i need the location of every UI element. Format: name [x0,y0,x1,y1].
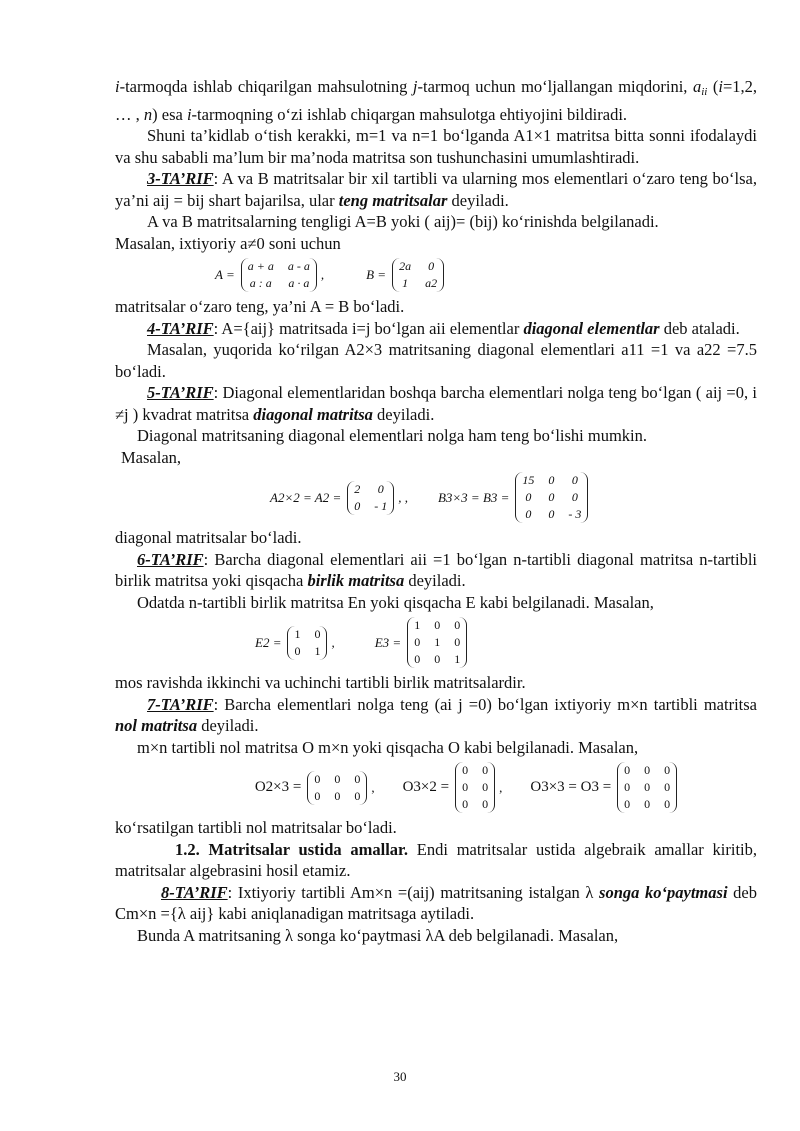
definition-5 [115,382,757,425]
matrix-cell: 0 [414,635,421,649]
matrix-cell: - 3 [568,507,582,521]
definition-label: 6-TA’RIF [137,549,204,569]
matrix-E2-equation: E2 = 1 0 0 1 , [255,626,335,658]
paragraph-6: matritsalar o‘zaro teng, ya’ni A = B bo‘ladi. [115,297,405,316]
matrix-cell: a + a [247,259,274,273]
matrix-cell: 0 [482,780,489,794]
matrix-cell: a · a [288,276,310,290]
matrix-B-equation [366,258,444,292]
matrix-cell: 0 [314,788,321,803]
matrix-cell: 0 [454,618,461,632]
text: ) esa [152,104,187,124]
matrix-O33 [617,762,677,813]
paragraph-21: Bunda A matritsaning λ songa ko‘paytmasi λA deb belgilanadi. Masalan, [137,925,619,945]
matrix-cell: 1 [434,635,441,649]
paragraph-2: Shuni ta’kidlab o‘tish kerakki, m=1 va n=1 bo‘lganda A1×1 matritsa bitta sonni ifodalaydi va shu sababli ma’lum bir ma’noda matritsa son tushunchasini umumlashtiradi. [115,126,757,167]
page-content [115,76,757,946]
matrix-cell: 0 [334,771,341,786]
matrix-cell: a2 [425,276,438,290]
paragraph-4: A va B matritsalarning tengligi A=B yoki ( aij)= (bij) ko‘rinishda belgilanadi. [147,212,659,231]
matrix-cell: 0 [428,259,435,273]
text: ( [707,77,719,96]
defined-term: diagonal elementlar [523,318,660,338]
matrix-cell: 0 [525,507,532,521]
matrix-cell: 0 [414,652,421,666]
section-title: 1.2. Matritsalar ustida amallar. [175,839,408,859]
matrix-cell: a : a [249,276,272,290]
matrix-cell: 0 [354,788,361,803]
text: deyiladi. [447,190,509,210]
matrix-cell: 0 [334,788,341,803]
paragraph-10: Diagonal matritsaning diagonal elementlari nolga ham teng bo‘lishi mumkin. [137,426,648,445]
matrix-label: O3×3 = O3 = [530,779,612,795]
matrix-A2-equation: A2×2 = A2 = 2 0 0 - 1 , , [270,481,408,513]
matrix-cell: 1 [294,626,301,641]
matrix-A2 [347,481,394,515]
text: -tarmoq uchun mo‘ljallangan miqdorini, [417,77,693,96]
text: =1,2, … , [115,77,757,124]
matrix-cell: 0 [664,797,671,811]
matrix-cell: 0 [644,780,651,794]
matrix-A-equation: A = a + a a - a a : a a · a , [215,259,325,290]
matrix-label: O3×2 = [402,779,450,795]
paragraph-14: Odatda n-tartibli birlik matritsa En yoki qisqacha E kabi belgilanadi. Masalan, [137,592,654,612]
matrix-E3-equation [375,617,467,668]
text: : Diagonal elementlaridan boshqa barcha elementlari nolga teng bo‘lgan ( aij =0, i ≠j ) kvadrat matritsa [115,383,757,424]
matrix-B3-equation [438,472,588,523]
text: deyiladi. [404,571,466,590]
matrix-O23 [307,771,367,805]
definition-label: 7-TA’RIF [147,694,214,714]
matrix-cell: 0 [314,626,321,641]
matrix-cell: 1 [402,276,409,290]
matrix-O23-equation: O2×3 = 0 0 0 0 0 0 , [254,771,375,803]
matrix-B [392,258,444,292]
matrix-E2 [287,626,327,660]
definition-label: 4-TA’RIF [147,318,214,338]
matrix-cell: 0 [462,763,469,777]
text: : Barcha elementlari nolga teng (ai j =0) bo‘lgan ixtiyoriy m×n tartibli matritsa [213,694,757,714]
matrix-cell: 0 [482,797,489,811]
matrix-cell: 0 [314,771,321,786]
equation-4 [115,762,757,813]
defined-term: songa ko‘paytmasi [599,882,728,902]
paragraph-12: diagonal matritsalar bo‘ladi. [115,528,302,547]
matrix-cell: 0 [548,507,555,521]
paragraph-8: Masalan, yuqorida ko‘rilgan A2×3 matritsaning diagonal elementlari a11 =1 va a22 =7.5 bo‘ladi. [115,340,757,381]
matrix-cell: 0 [644,797,651,811]
definition-3 [115,168,757,211]
text: : A={aij} matritsada i=j bo‘lgan aii elementlar [213,318,524,338]
equation-2 [115,472,757,523]
matrix-cell: 0 [454,635,461,649]
matrix-cell: 0 [624,780,631,794]
definition-label: 5-TA’RIF [147,383,214,402]
paragraph-11: Masalan, [121,447,182,467]
text: : Ixtiyoriy tartibli Am×n =(aij) matritsaning istalgan λ [227,882,600,902]
text: -tarmoqda ishlab chiqarilgan mahsulotning [119,77,413,96]
matrix-cell: 0 [548,473,555,487]
definition-7 [115,694,757,737]
matrix-cell: 1 [314,643,321,658]
text: : A va B matritsalar bir xil tartibli va ularning mos elementlari o‘zaro teng bo‘lsa, ya’ni aij = bij shart bajarilsa, ular [115,169,757,210]
text: deyiladi. [197,716,259,735]
matrix-O32 [455,762,495,813]
definition-4 [115,318,757,340]
defined-term: teng matritsalar [338,190,448,210]
matrix-cell: 0 [434,652,441,666]
matrix-cell: 0 [294,643,301,658]
matrix-cell: 0 [354,498,361,513]
matrix-cell: 0 [377,481,384,496]
paragraph-1 [115,76,757,125]
var-i: i [186,104,192,124]
matrix-cell: 0 [644,763,651,777]
equation-1 [115,258,757,292]
equation-3 [115,617,757,668]
matrix-E3 [407,617,467,668]
matrix-B3 [515,472,588,523]
definition-label: 3-TA’RIF [147,169,214,188]
definition-label: 8-TA’RIF [161,882,228,902]
matrix-label: E3 = [374,634,402,650]
matrix-cell: 0 [664,763,671,777]
matrix-O32-equation: O3×2 = 0 0 0 0 0 0 , [402,763,503,811]
matrix-cell: 1 [414,618,421,632]
text: : Barcha diagonal elementlari aii =1 bo‘lgan n-tartibli diagonal matritsa n-tartibli birlik matritsa yoki qisqacha [115,549,757,590]
text: deb Cm×n ={λ aij} kabi aniqlanadigan matritsaga aytiladi. [115,882,757,923]
matrix-cell: 2 [354,481,361,496]
matrix-label: B = [366,267,387,282]
matrix-cell: 0 [525,490,532,504]
matrix-cell: 0 [624,763,631,777]
matrix-cell: 0 [434,618,441,632]
var-j: j [412,77,418,96]
matrix-cell: a - a [287,259,310,273]
defined-term: nol matritsa [115,716,198,735]
var-aii: $a_{ii}$ [692,77,708,98]
page-number: 30 [393,1069,407,1084]
matrix-cell: 15 [522,473,535,487]
matrix-label: B3×3 = B3 = [437,489,510,505]
matrix-cell: - 1 [374,498,388,513]
matrix-cell: 0 [462,797,469,811]
text: deyiladi. [372,404,435,424]
matrix-label: E2 = [255,634,282,650]
text: Endi matritsalar ustida algebraik amallar kiritib, matritsalar algebrasini hosil etamiz. [115,839,758,880]
var-i: i [718,77,723,96]
matrix-A [241,258,317,292]
matrix-cell: 0 [571,473,578,487]
matrix-cell: 2a [399,259,412,273]
paragraph-17: m×n tartibli nol matritsa O m×n yoki qisqacha O kabi belgilanadi. Masalan, [137,737,639,757]
defined-term: diagonal matritsa [253,404,373,424]
section-heading-paragraph [115,839,757,882]
matrix-cell: 0 [462,780,469,794]
matrix-cell: 0 [664,780,671,794]
var-n: n [143,104,153,124]
matrix-cell: 0 [624,797,631,811]
definition-6 [115,549,757,592]
text: -tarmoqning o‘zi ishlab chiqargan mahsulotga ehtiyojini bildiradi. [191,104,628,124]
matrix-O33-equation [530,762,677,813]
matrix-cell: 0 [482,763,489,777]
matrix-label: A2×2 = A2 = [270,489,342,505]
text: deb ataladi. [659,318,740,338]
matrix-cell: 1 [454,652,461,666]
matrix-label: A = [215,267,235,282]
definition-8 [115,882,757,925]
defined-term: birlik matritsa [307,571,405,590]
matrix-cell: 0 [548,490,555,504]
paragraph-5: Masalan, ixtiyoriy a≠0 soni uchun [115,233,341,253]
var-i: i [115,77,120,96]
matrix-cell: 0 [354,771,361,786]
paragraph-15: mos ravishda ikkinchi va uchinchi tartibli birlik matritsalardir. [115,673,526,692]
matrix-label: O2×3 = [254,779,302,795]
paragraph-18: ko‘rsatilgan tartibli nol matritsalar bo‘ladi. [115,818,397,837]
matrix-cell: 0 [571,490,578,504]
